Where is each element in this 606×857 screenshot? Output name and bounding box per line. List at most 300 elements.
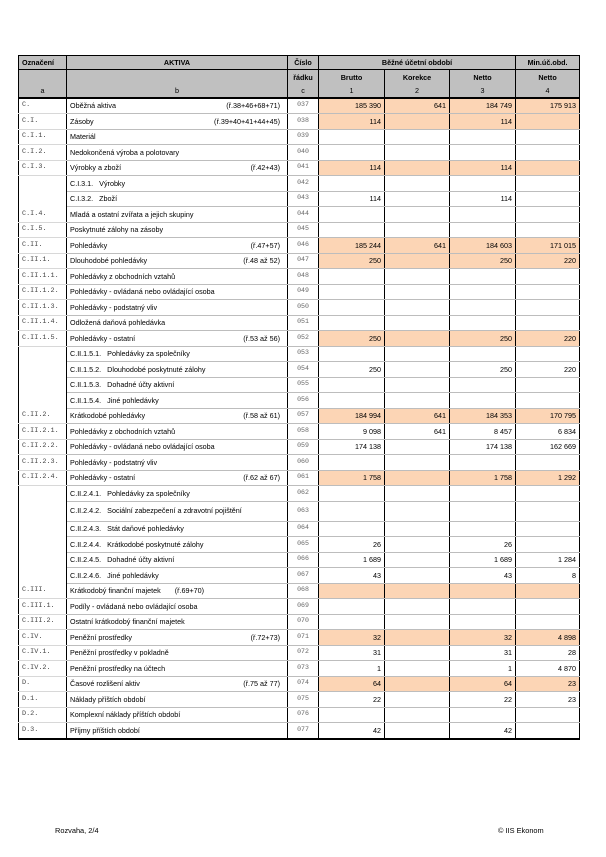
row-oznaceni: C.II.1.3.	[19, 300, 67, 316]
row-netto: 64	[450, 676, 516, 692]
row-netto: 250	[450, 253, 516, 269]
row-min: 4 870	[516, 661, 580, 677]
header-col-c: c	[288, 85, 319, 98]
row-korekce	[385, 269, 450, 285]
footer-page-label: Rozvaha, 2/4	[55, 826, 99, 835]
row-cislo: 044	[288, 207, 319, 223]
row-brutto	[319, 346, 385, 362]
row-min: 171 015	[516, 238, 580, 254]
row-min: 1 284	[516, 552, 580, 568]
row-netto: 174 138	[450, 439, 516, 455]
row-label: C.II.1.5.2. Dlouhodobé poskytnuté zálohy	[70, 364, 206, 374]
row-korekce	[385, 676, 450, 692]
row-min: 23	[516, 692, 580, 708]
row-label-cell	[67, 393, 288, 409]
row-cislo: 039	[288, 129, 319, 145]
row-netto: 184 353	[450, 408, 516, 424]
row-netto: 114	[450, 191, 516, 207]
row-label: C.II.1.5.4. Jiné pohledávky	[70, 395, 159, 405]
row-label: Pohledávky z obchodních vztahů	[70, 271, 176, 281]
row-label: Komplexní náklady příštích období	[70, 710, 181, 720]
header-col-a: a	[19, 85, 67, 98]
row-formula: (ř.75 až 77)	[243, 679, 280, 689]
row-label: Časové rozlišení aktiv	[70, 679, 140, 689]
row-label: C.I.3.2. Zboží	[70, 194, 118, 204]
row-min: 220	[516, 253, 580, 269]
row-label-cell	[67, 455, 288, 471]
row-korekce	[385, 300, 450, 316]
row-netto	[450, 707, 516, 723]
table-row	[19, 661, 580, 677]
row-brutto	[319, 300, 385, 316]
row-min	[516, 501, 580, 521]
row-cislo: 070	[288, 614, 319, 630]
row-netto: 8 457	[450, 424, 516, 440]
row-formula: (ř.72+73)	[250, 632, 280, 642]
table-row	[19, 253, 580, 269]
row-cislo: 051	[288, 315, 319, 331]
row-cislo: 065	[288, 537, 319, 553]
row-korekce	[385, 393, 450, 409]
row-netto	[450, 599, 516, 615]
row-label-cell	[67, 661, 288, 677]
table-row	[19, 408, 580, 424]
row-netto	[450, 521, 516, 537]
row-label-cell	[67, 191, 288, 207]
row-cislo: 058	[288, 424, 319, 440]
row-min: 4 898	[516, 630, 580, 646]
table-row	[19, 315, 580, 331]
row-netto: 114	[450, 160, 516, 176]
row-oznaceni	[19, 552, 67, 568]
row-label: Oběžná aktiva	[70, 101, 116, 111]
row-brutto: 185 390	[319, 98, 385, 114]
row-korekce	[385, 692, 450, 708]
row-netto: 250	[450, 362, 516, 378]
row-label: Odložená daňová pohledávka	[70, 318, 166, 328]
row-label-cell	[67, 583, 288, 599]
balance-sheet-rows	[19, 98, 580, 739]
balance-sheet-table	[18, 55, 580, 740]
row-label: C.II.2.4.6. Jiné pohledávky	[70, 570, 159, 580]
row-min: 175 913	[516, 98, 580, 114]
row-label: C.II.2.4.4. Krátkodobé poskytnuté zálohy	[70, 539, 204, 549]
table-row	[19, 160, 580, 176]
row-label: Materiál	[70, 132, 96, 142]
row-oznaceni: C.I.5.	[19, 222, 67, 238]
row-oznaceni: C.III.2.	[19, 614, 67, 630]
row-netto: 114	[450, 114, 516, 130]
row-cislo: 071	[288, 630, 319, 646]
row-korekce	[385, 455, 450, 471]
row-oznaceni: C.III.	[19, 583, 67, 599]
row-cislo: 067	[288, 568, 319, 584]
row-label-cell	[67, 253, 288, 269]
row-korekce	[385, 501, 450, 521]
row-netto: 1 689	[450, 552, 516, 568]
row-label-cell	[67, 377, 288, 393]
table-row	[19, 630, 580, 646]
row-label-cell	[67, 114, 288, 130]
row-netto: 31	[450, 645, 516, 661]
row-netto: 1 758	[450, 470, 516, 486]
row-brutto	[319, 614, 385, 630]
table-row	[19, 455, 580, 471]
row-netto	[450, 614, 516, 630]
row-cislo: 037	[288, 98, 319, 114]
row-korekce	[385, 222, 450, 238]
row-label: C.II.1.5.1. Pohledávky za společníky	[70, 349, 190, 359]
table-row	[19, 145, 580, 161]
row-min	[516, 176, 580, 192]
row-formula: (ř.69+70)	[174, 586, 205, 596]
row-formula: (ř.47+57)	[250, 240, 280, 250]
row-min	[516, 191, 580, 207]
header-col-4: 4	[516, 85, 580, 98]
row-netto: 184 749	[450, 98, 516, 114]
row-min	[516, 222, 580, 238]
table-row	[19, 439, 580, 455]
table-row	[19, 377, 580, 393]
row-oznaceni	[19, 362, 67, 378]
row-oznaceni: C.IV.	[19, 630, 67, 646]
table-row	[19, 723, 580, 739]
row-oznaceni: C.I.2.	[19, 145, 67, 161]
table-row	[19, 114, 580, 130]
row-min	[516, 377, 580, 393]
row-label-cell	[67, 599, 288, 615]
row-oznaceni	[19, 521, 67, 537]
row-brutto: 250	[319, 362, 385, 378]
header-korekce: Korekce	[385, 70, 450, 85]
row-cislo: 052	[288, 331, 319, 347]
row-min	[516, 114, 580, 130]
row-label: Pohledávky	[70, 240, 108, 250]
row-min	[516, 707, 580, 723]
row-label-cell	[67, 346, 288, 362]
row-brutto	[319, 707, 385, 723]
row-min: 162 669	[516, 439, 580, 455]
row-korekce	[385, 439, 450, 455]
row-min: 1 292	[516, 470, 580, 486]
row-brutto: 1 758	[319, 470, 385, 486]
table-row	[19, 676, 580, 692]
row-label: Pohledávky - ostatní	[70, 473, 136, 483]
row-min	[516, 129, 580, 145]
row-label-cell	[67, 537, 288, 553]
row-korekce	[385, 176, 450, 192]
row-label-cell	[67, 645, 288, 661]
row-cislo: 075	[288, 692, 319, 708]
row-brutto: 31	[319, 645, 385, 661]
row-korekce	[385, 661, 450, 677]
header-oznaceni: Označení	[19, 56, 67, 70]
row-netto	[450, 377, 516, 393]
row-min	[516, 145, 580, 161]
row-label-cell	[67, 486, 288, 502]
row-label-cell	[67, 269, 288, 285]
row-korekce	[385, 470, 450, 486]
row-cislo: 061	[288, 470, 319, 486]
row-brutto: 26	[319, 537, 385, 553]
row-label: Peněžní prostředky na účtech	[70, 663, 166, 673]
row-oznaceni	[19, 568, 67, 584]
row-label: C.II.2.4.2. Sociální zabezpečení a zdravotní pojištění	[70, 506, 242, 516]
row-korekce	[385, 630, 450, 646]
table-row	[19, 486, 580, 502]
row-label-cell	[67, 707, 288, 723]
row-netto	[450, 284, 516, 300]
row-brutto	[319, 521, 385, 537]
row-label-cell	[67, 501, 288, 521]
row-korekce	[385, 129, 450, 145]
row-oznaceni: C.III.1.	[19, 599, 67, 615]
row-korekce	[385, 346, 450, 362]
table-row	[19, 552, 580, 568]
row-cislo: 046	[288, 238, 319, 254]
row-min	[516, 455, 580, 471]
row-label: C.II.2.4.3. Stát daňové pohledávky	[70, 524, 184, 534]
row-cislo: 072	[288, 645, 319, 661]
table-row	[19, 176, 580, 192]
header-min-obdobi: Min.úč.obd.	[516, 56, 580, 70]
row-netto	[450, 393, 516, 409]
row-label: Podíly - ovládaná nebo ovládající osoba	[70, 601, 198, 611]
row-label-cell	[67, 331, 288, 347]
row-korekce	[385, 707, 450, 723]
row-label: Zásoby	[70, 116, 94, 126]
table-row	[19, 222, 580, 238]
row-oznaceni: C.IV.1.	[19, 645, 67, 661]
table-row	[19, 707, 580, 723]
row-label: Pohledávky z obchodních vztahů	[70, 426, 176, 436]
row-label: C.II.1.5.3. Dohadné účty aktivní	[70, 380, 175, 390]
row-brutto	[319, 207, 385, 223]
row-formula: (ř.53 až 56)	[243, 333, 280, 343]
row-min	[516, 346, 580, 362]
row-netto	[450, 207, 516, 223]
header-cislo: Číslo	[288, 56, 319, 70]
row-cislo: 040	[288, 145, 319, 161]
row-label: Pohledávky - ovládaná nebo ovládající osoba	[70, 287, 215, 297]
footer-copyright: © IIS Ekonom	[498, 826, 544, 835]
row-cislo: 073	[288, 661, 319, 677]
row-label: Poskytnuté zálohy na zásoby	[70, 225, 164, 235]
row-brutto: 185 244	[319, 238, 385, 254]
row-brutto	[319, 129, 385, 145]
row-min: 23	[516, 676, 580, 692]
row-min	[516, 723, 580, 739]
row-oznaceni: C.II.1.4.	[19, 315, 67, 331]
row-min	[516, 315, 580, 331]
row-label-cell	[67, 362, 288, 378]
row-brutto: 43	[319, 568, 385, 584]
row-label: Peněžní prostředky	[70, 632, 132, 642]
row-label: Peněžní prostředky v pokladně	[70, 648, 169, 658]
row-brutto	[319, 377, 385, 393]
row-label-cell	[67, 176, 288, 192]
row-korekce	[385, 114, 450, 130]
row-brutto: 1 689	[319, 552, 385, 568]
row-min	[516, 284, 580, 300]
row-min	[516, 393, 580, 409]
row-cislo: 041	[288, 160, 319, 176]
row-brutto	[319, 176, 385, 192]
table-row	[19, 521, 580, 537]
row-cislo: 059	[288, 439, 319, 455]
row-cislo: 056	[288, 393, 319, 409]
row-min	[516, 537, 580, 553]
row-label: Příjmy příštích období	[70, 725, 140, 735]
row-brutto	[319, 145, 385, 161]
row-korekce	[385, 723, 450, 739]
row-brutto: 114	[319, 191, 385, 207]
row-formula: (ř.42+43)	[250, 163, 280, 173]
row-oznaceni: C.I.1.	[19, 129, 67, 145]
row-cislo: 042	[288, 176, 319, 192]
table-row	[19, 393, 580, 409]
row-oznaceni: C.II.1.1.	[19, 269, 67, 285]
row-oznaceni	[19, 486, 67, 502]
table-row	[19, 269, 580, 285]
row-brutto	[319, 393, 385, 409]
row-label-cell	[67, 160, 288, 176]
row-netto: 26	[450, 537, 516, 553]
row-oznaceni: C.I.3.	[19, 160, 67, 176]
row-cislo: 060	[288, 455, 319, 471]
header-radku: řádku	[288, 70, 319, 85]
row-label-cell	[67, 129, 288, 145]
row-oznaceni: C.II.1.5.	[19, 331, 67, 347]
table-row	[19, 424, 580, 440]
row-label: Pohledávky - podstatný vliv	[70, 302, 158, 312]
row-netto	[450, 300, 516, 316]
row-netto	[450, 129, 516, 145]
row-netto	[450, 222, 516, 238]
row-korekce	[385, 552, 450, 568]
header-col-b: b	[67, 85, 288, 98]
row-korekce	[385, 568, 450, 584]
row-formula: (ř.38+46+68+71)	[226, 101, 280, 111]
row-label: Náklady příštích období	[70, 694, 146, 704]
header-aktiva: AKTIVA	[67, 56, 288, 70]
row-brutto: 114	[319, 160, 385, 176]
row-oznaceni: C.I.	[19, 114, 67, 130]
row-oznaceni	[19, 191, 67, 207]
row-cislo: 069	[288, 599, 319, 615]
row-korekce	[385, 614, 450, 630]
row-cislo: 057	[288, 408, 319, 424]
row-oznaceni	[19, 377, 67, 393]
row-label-cell	[67, 470, 288, 486]
row-formula: (ř.48 až 52)	[243, 256, 280, 266]
row-brutto: 9 098	[319, 424, 385, 440]
row-oznaceni: C.II.2.	[19, 408, 67, 424]
row-brutto: 64	[319, 676, 385, 692]
row-brutto: 32	[319, 630, 385, 646]
table-row	[19, 331, 580, 347]
row-korekce	[385, 191, 450, 207]
row-oznaceni: D.	[19, 676, 67, 692]
row-formula: (ř.62 až 67)	[243, 473, 280, 483]
table-row	[19, 98, 580, 114]
row-brutto: 250	[319, 331, 385, 347]
row-korekce	[385, 207, 450, 223]
row-cislo: 038	[288, 114, 319, 130]
row-korekce: 641	[385, 98, 450, 114]
header-col-3: 3	[450, 85, 516, 98]
row-netto	[450, 315, 516, 331]
row-cislo: 048	[288, 269, 319, 285]
row-brutto	[319, 599, 385, 615]
row-brutto: 22	[319, 692, 385, 708]
row-label-cell	[67, 723, 288, 739]
row-label-cell	[67, 98, 288, 114]
row-netto: 184 603	[450, 238, 516, 254]
row-min	[516, 300, 580, 316]
row-label-cell	[67, 315, 288, 331]
row-label-cell	[67, 692, 288, 708]
row-netto: 1	[450, 661, 516, 677]
row-min: 220	[516, 362, 580, 378]
row-brutto: 1	[319, 661, 385, 677]
row-netto	[450, 346, 516, 362]
row-korekce	[385, 160, 450, 176]
header-brutto: Brutto	[319, 70, 385, 85]
row-korekce: 641	[385, 408, 450, 424]
row-label-cell	[67, 521, 288, 537]
row-label: Ostatní krátkodobý finanční majetek	[70, 617, 185, 627]
row-formula: (ř.39+40+41+44+45)	[214, 116, 280, 126]
table-row	[19, 191, 580, 207]
row-oznaceni: D.1.	[19, 692, 67, 708]
row-min	[516, 207, 580, 223]
row-label-cell	[67, 552, 288, 568]
row-netto	[450, 145, 516, 161]
row-label: C.II.2.4.5. Dohadné účty aktivní	[70, 555, 175, 565]
row-brutto	[319, 455, 385, 471]
row-korekce	[385, 599, 450, 615]
row-oznaceni: C.	[19, 98, 67, 114]
row-brutto: 114	[319, 114, 385, 130]
row-label-cell	[67, 300, 288, 316]
table-row	[19, 614, 580, 630]
row-netto: 250	[450, 331, 516, 347]
row-korekce	[385, 145, 450, 161]
row-cislo: 076	[288, 707, 319, 723]
row-netto	[450, 269, 516, 285]
row-korekce	[385, 521, 450, 537]
row-brutto	[319, 486, 385, 502]
row-label: Pohledávky - ovládaná nebo ovládající osoba	[70, 442, 215, 452]
row-min	[516, 583, 580, 599]
row-label: Krátkodobé pohledávky	[70, 411, 146, 421]
row-korekce	[385, 377, 450, 393]
row-oznaceni: D.3.	[19, 723, 67, 739]
row-oznaceni: C.II.1.2.	[19, 284, 67, 300]
table-row	[19, 599, 580, 615]
row-cislo: 049	[288, 284, 319, 300]
row-korekce	[385, 315, 450, 331]
row-min: 170 795	[516, 408, 580, 424]
row-oznaceni: C.II.	[19, 238, 67, 254]
table-row	[19, 470, 580, 486]
row-min	[516, 614, 580, 630]
row-formula: (ř.58 až 61)	[243, 411, 280, 421]
row-brutto	[319, 315, 385, 331]
header-netto: Netto	[450, 70, 516, 85]
row-oznaceni: C.IV.2.	[19, 661, 67, 677]
